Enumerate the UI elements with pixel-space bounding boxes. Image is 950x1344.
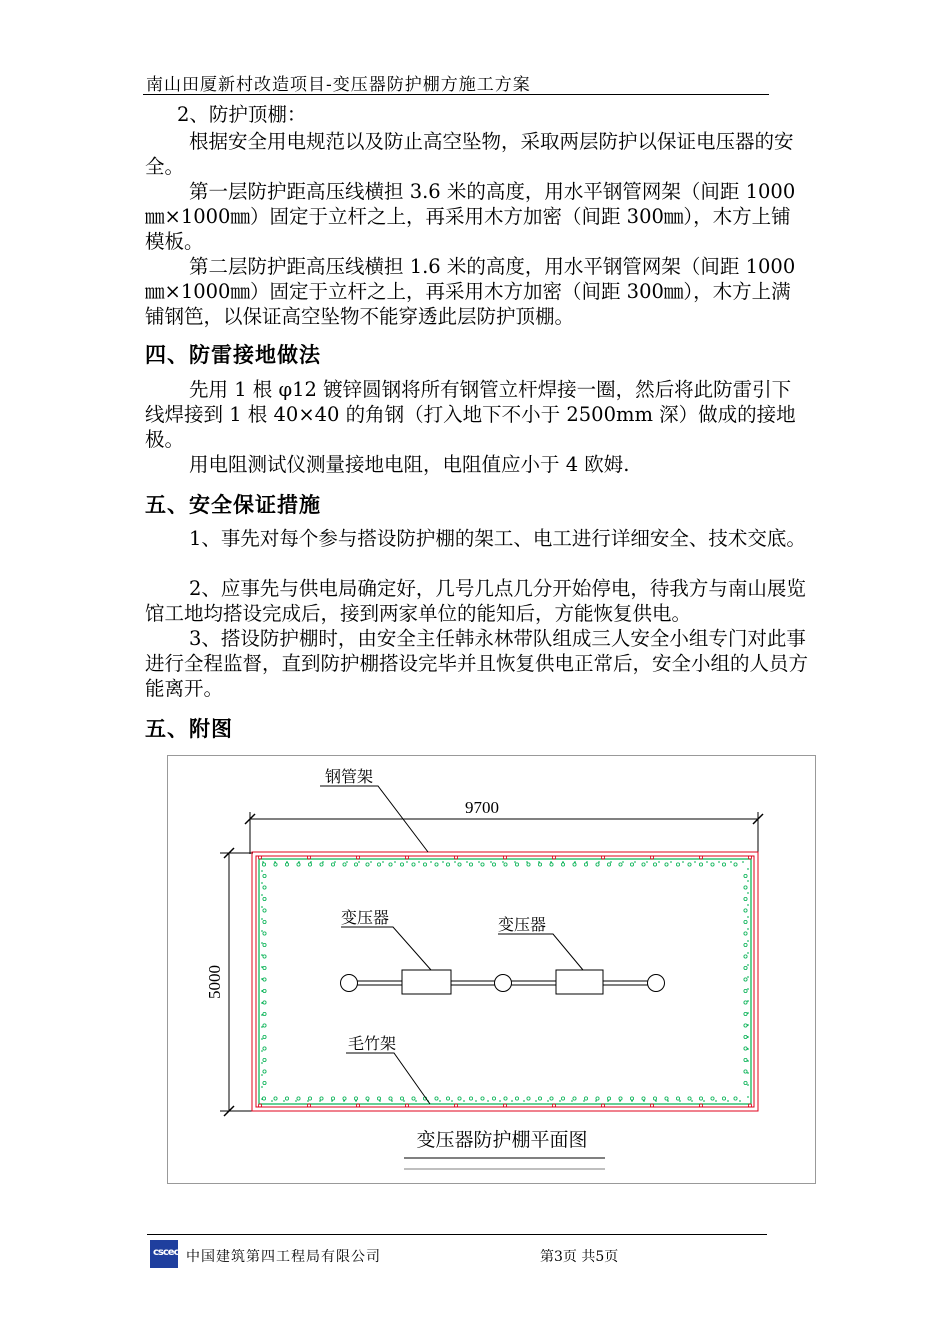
bamboo-post bbox=[412, 1097, 415, 1100]
header-divider bbox=[143, 94, 769, 95]
bamboo-post bbox=[263, 1070, 266, 1073]
bamboo-post bbox=[263, 932, 266, 935]
bamboo-post bbox=[744, 978, 747, 981]
bamboo-post bbox=[504, 1097, 507, 1100]
label-bamboo-frame: 毛竹架 bbox=[348, 1034, 397, 1053]
section-5-paragraph-1: 1、事先对每个参与搭设防护棚的架工、电工进行详细安全、技术交底。 bbox=[189, 527, 806, 550]
bamboo-post bbox=[699, 863, 702, 866]
bamboo-post bbox=[561, 863, 564, 866]
bamboo-post bbox=[584, 1097, 587, 1100]
bamboo-post bbox=[343, 863, 346, 866]
bamboo-post bbox=[561, 1097, 564, 1100]
bamboo-post bbox=[285, 863, 288, 866]
bamboo-post bbox=[722, 863, 725, 866]
bamboo-post bbox=[607, 1097, 610, 1100]
bamboo-post bbox=[688, 863, 691, 866]
width-dimension-label: 9700 bbox=[465, 798, 499, 817]
bamboo-post bbox=[584, 863, 587, 866]
roof-paragraph-2: 第一层防护距高压线横担 3.6 米的高度，用水平钢管网架（间距 1000㎜×1000㎜）固定于立杆之上，再采用木方加密（间距 300㎜），木方上铺模板。 bbox=[145, 180, 796, 253]
bamboo-post bbox=[446, 1097, 449, 1100]
bamboo-post bbox=[263, 1081, 266, 1084]
bamboo-post bbox=[389, 863, 392, 866]
bamboo-post bbox=[744, 1070, 747, 1073]
bamboo-post bbox=[389, 1097, 392, 1100]
leader-transformer-1 bbox=[341, 927, 431, 970]
bamboo-post bbox=[653, 863, 656, 866]
section-4-paragraph-1: 先用 1 根 φ12 镀锌圆钢将所有钢管立杆焊接一圈，然后将此防雷引下线焊接到 1 根 40×40 的角钢（打入地下不小于 2500mm 深）做成的接地极。 bbox=[145, 378, 796, 451]
bamboo-post bbox=[538, 1097, 541, 1100]
section-6-heading: 五、附图 bbox=[145, 717, 233, 741]
figure-frame bbox=[167, 755, 816, 1184]
bamboo-post bbox=[688, 1097, 691, 1100]
bamboo-post bbox=[263, 966, 266, 969]
bamboo-post bbox=[744, 1012, 747, 1015]
bamboo-post bbox=[744, 1001, 747, 1004]
bamboo-post bbox=[538, 863, 541, 866]
bamboo-post bbox=[481, 863, 484, 866]
bamboo-post bbox=[481, 1097, 484, 1100]
section-4-paragraph-2: 用电阻测试仪测量接地电阻，电阻值应小于 4 欧姆. bbox=[189, 453, 630, 476]
bamboo-post bbox=[263, 1035, 266, 1038]
transformer-box-2 bbox=[556, 970, 603, 994]
bamboo-post bbox=[515, 1097, 518, 1100]
bamboo-post bbox=[744, 920, 747, 923]
bamboo-post bbox=[642, 1097, 645, 1100]
bamboo-post bbox=[263, 920, 266, 923]
page-header-title: 南山田厦新村改造项目-变压器防护棚方施工方案 bbox=[146, 75, 531, 95]
bamboo-post bbox=[263, 1001, 266, 1004]
bamboo-post bbox=[744, 897, 747, 900]
bamboo-post bbox=[377, 1097, 380, 1100]
bamboo-post bbox=[492, 1097, 495, 1100]
bamboo-post bbox=[619, 863, 622, 866]
bamboo-post bbox=[285, 1097, 288, 1100]
footer-company-name: 中国建筑第四工程局有限公司 bbox=[186, 1249, 381, 1265]
bamboo-post bbox=[446, 863, 449, 866]
bamboo-post bbox=[354, 1097, 357, 1100]
company-logo-icon bbox=[150, 1240, 178, 1268]
bamboo-post bbox=[744, 1024, 747, 1027]
roof-subtitle: 2、防护顶棚： bbox=[177, 103, 307, 126]
bamboo-post bbox=[607, 863, 610, 866]
roof-paragraph-1: 根据安全用电规范以及防止高空坠物，采取两层防护以保证电压器的安全。 bbox=[145, 130, 794, 178]
bamboo-post bbox=[630, 1097, 633, 1100]
bamboo-post bbox=[744, 1047, 747, 1050]
bamboo-post bbox=[297, 1097, 300, 1100]
bamboo-post bbox=[630, 863, 633, 866]
bamboo-post bbox=[331, 1097, 334, 1100]
bamboo-post bbox=[263, 1024, 266, 1027]
bamboo-post bbox=[744, 932, 747, 935]
bamboo-post bbox=[676, 863, 679, 866]
bamboo-post bbox=[297, 863, 300, 866]
bamboo-post bbox=[744, 886, 747, 889]
bamboo-post bbox=[308, 863, 311, 866]
bamboo-post bbox=[744, 966, 747, 969]
bamboo-post bbox=[262, 1097, 265, 1100]
bamboo-post bbox=[504, 863, 507, 866]
bamboo-post bbox=[515, 863, 518, 866]
bamboo-post bbox=[435, 863, 438, 866]
height-dimension-label: 5000 bbox=[205, 965, 224, 999]
bamboo-post bbox=[435, 1097, 438, 1100]
footer-page-number: 第3页 共5页 bbox=[540, 1249, 619, 1265]
bamboo-post bbox=[527, 1097, 530, 1100]
bamboo-post bbox=[550, 1097, 553, 1100]
leader-transformer-2 bbox=[498, 934, 583, 970]
roof-paragraph-3: 第二层防护距高压线横担 1.6 米的高度，用水平钢管网架（间距 1000㎜×1000㎜）固定于立杆之上，再采用木方加密（间距 300㎜），木方上满铺钢笆，以保证高空坠物不能穿透此层防护顶棚。 bbox=[145, 255, 796, 328]
bamboo-post bbox=[263, 1058, 266, 1061]
leader-bamboo-frame bbox=[346, 1053, 430, 1104]
bamboo-post bbox=[744, 989, 747, 992]
bamboo-post bbox=[331, 863, 334, 866]
bamboo-post bbox=[262, 863, 265, 866]
bamboo-post bbox=[458, 1097, 461, 1100]
label-transformer-2: 变压器 bbox=[498, 915, 547, 934]
bamboo-post bbox=[711, 1097, 714, 1100]
bamboo-post bbox=[665, 863, 668, 866]
bamboo-post bbox=[722, 1097, 725, 1100]
bamboo-post bbox=[573, 863, 576, 866]
bamboo-post bbox=[665, 1097, 668, 1100]
bamboo-post bbox=[744, 943, 747, 946]
bamboo-post bbox=[619, 1097, 622, 1100]
bamboo-post bbox=[573, 1097, 576, 1100]
footer-divider bbox=[147, 1234, 767, 1235]
company-logo-text: cscec bbox=[153, 1247, 179, 1258]
transformer-box-1 bbox=[402, 970, 451, 994]
bamboo-post bbox=[263, 943, 266, 946]
bamboo-post bbox=[423, 863, 426, 866]
bamboo-post bbox=[263, 978, 266, 981]
bamboo-post bbox=[596, 1097, 599, 1100]
pole-right bbox=[648, 975, 665, 992]
bamboo-post bbox=[676, 1097, 679, 1100]
bamboo-post bbox=[263, 909, 266, 912]
bamboo-post bbox=[274, 1097, 277, 1100]
bamboo-post bbox=[274, 863, 277, 866]
section-4-heading: 四、防雷接地做法 bbox=[145, 343, 321, 367]
bamboo-post bbox=[492, 863, 495, 866]
bamboo-post bbox=[412, 863, 415, 866]
figure-caption: 变压器防护棚平面图 bbox=[416, 1129, 588, 1151]
bamboo-post bbox=[744, 1035, 747, 1038]
bamboo-post bbox=[320, 863, 323, 866]
pole-left bbox=[341, 975, 358, 992]
bamboo-post bbox=[744, 909, 747, 912]
bamboo-post bbox=[263, 1012, 266, 1015]
bamboo-post bbox=[744, 1058, 747, 1061]
label-transformer-1: 变压器 bbox=[341, 908, 390, 927]
bamboo-post bbox=[366, 863, 369, 866]
bamboo-post bbox=[734, 863, 737, 866]
bamboo-post bbox=[263, 897, 266, 900]
bamboo-post bbox=[366, 1097, 369, 1100]
bamboo-post bbox=[263, 874, 266, 877]
bamboo-post bbox=[734, 1097, 737, 1100]
bamboo-post bbox=[699, 1097, 702, 1100]
section-5-paragraph-2: 2、应事先与供电局确定好，几号几点几分开始停电，待我方与南山展览馆工地均搭设完成后，接到两家单位的能知后，方能恢复供电。 bbox=[145, 577, 806, 625]
bamboo-post bbox=[400, 1097, 403, 1100]
site-plan-drawing bbox=[168, 756, 815, 1183]
bamboo-post bbox=[263, 886, 266, 889]
bamboo-post bbox=[642, 863, 645, 866]
bamboo-post bbox=[744, 955, 747, 958]
pole-middle bbox=[495, 975, 512, 992]
bamboo-post bbox=[596, 863, 599, 866]
bamboo-post bbox=[527, 863, 530, 866]
bamboo-post bbox=[263, 1047, 266, 1050]
bamboo-post bbox=[263, 989, 266, 992]
section-5-paragraph-3: 3、搭设防护棚时，由安全主任韩永林带队组成三人安全小组专门对此事进行全程监督，直到防护棚搭设完毕并且恢复供电正常后，安全小组的人员方能离开。 bbox=[145, 627, 809, 700]
bamboo-post bbox=[343, 1097, 346, 1100]
bamboo-post bbox=[653, 1097, 656, 1100]
bamboo-post bbox=[354, 863, 357, 866]
bamboo-post bbox=[263, 955, 266, 958]
bamboo-post bbox=[469, 863, 472, 866]
bamboo-post bbox=[744, 1081, 747, 1084]
bamboo-post bbox=[320, 1097, 323, 1100]
bamboo-post bbox=[308, 1097, 311, 1100]
label-steel-frame: 钢管架 bbox=[325, 767, 374, 786]
bamboo-post bbox=[458, 863, 461, 866]
bamboo-post bbox=[469, 1097, 472, 1100]
bamboo-post bbox=[400, 863, 403, 866]
bamboo-post bbox=[377, 863, 380, 866]
bamboo-post bbox=[711, 863, 714, 866]
bamboo-post bbox=[550, 863, 553, 866]
section-5-heading: 五、安全保证措施 bbox=[145, 493, 321, 517]
bamboo-post bbox=[744, 874, 747, 877]
